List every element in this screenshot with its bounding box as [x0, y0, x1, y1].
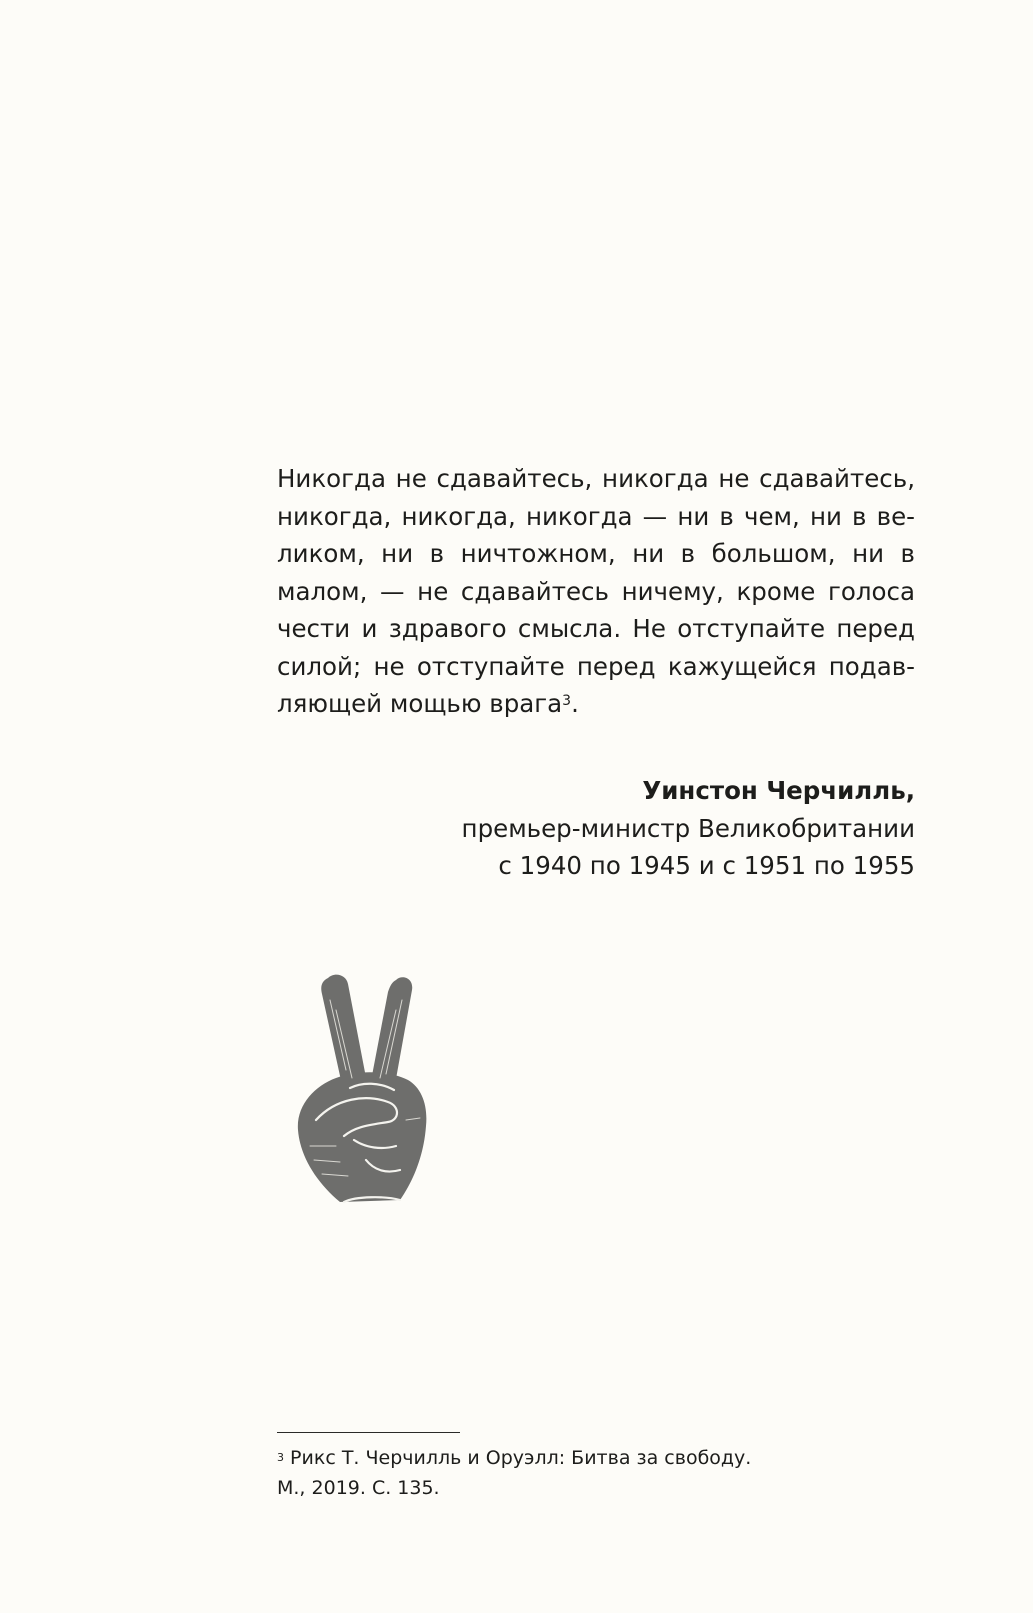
quote-line: ляющей мощью врага — [277, 689, 563, 718]
footnote-marker: 3 — [277, 1451, 284, 1464]
quote-line: чести и здравого смысла. Не отступайте перед — [277, 614, 915, 643]
footnote — [277, 1443, 837, 1503]
footnote-citation: Рикс Т. Черчилль и Оруэлл: Битва за свободу. — [290, 1447, 752, 1469]
quote-attribution — [462, 772, 915, 885]
quote-line: никогда, никогда, никогда — ни в чем, ни в ве- — [277, 501, 915, 531]
author-role: премьер-министр Великобритании — [461, 813, 915, 843]
quote-line: малом, — не сдавайтесь ничему, кроме голоса — [277, 576, 915, 606]
quote-line: Никогда не сдавайтесь, никогда не сдавайтесь, — [277, 464, 915, 493]
victory-hand-icon — [296, 970, 430, 1220]
author-name: Уинстон Черчилль, — [642, 776, 915, 805]
footnote-line: М., 2019. С. 135. — [277, 1477, 440, 1499]
epigraph-quote — [277, 460, 915, 723]
footnote-line — [277, 1443, 837, 1473]
quote-last-line: ляющей мощью врага$^3$. — [277, 689, 579, 718]
footnote-reference[interactable]: 3 — [562, 693, 572, 709]
quote-line: ликом, ни в ничтожном, ни в большом, ни в — [277, 539, 915, 568]
author-years: с 1940 по 1945 и с 1951 по 1955 — [498, 851, 915, 880]
quote-line: силой; не отступайте перед кажущейся подав- — [277, 651, 915, 681]
footnote-divider — [277, 1432, 460, 1433]
